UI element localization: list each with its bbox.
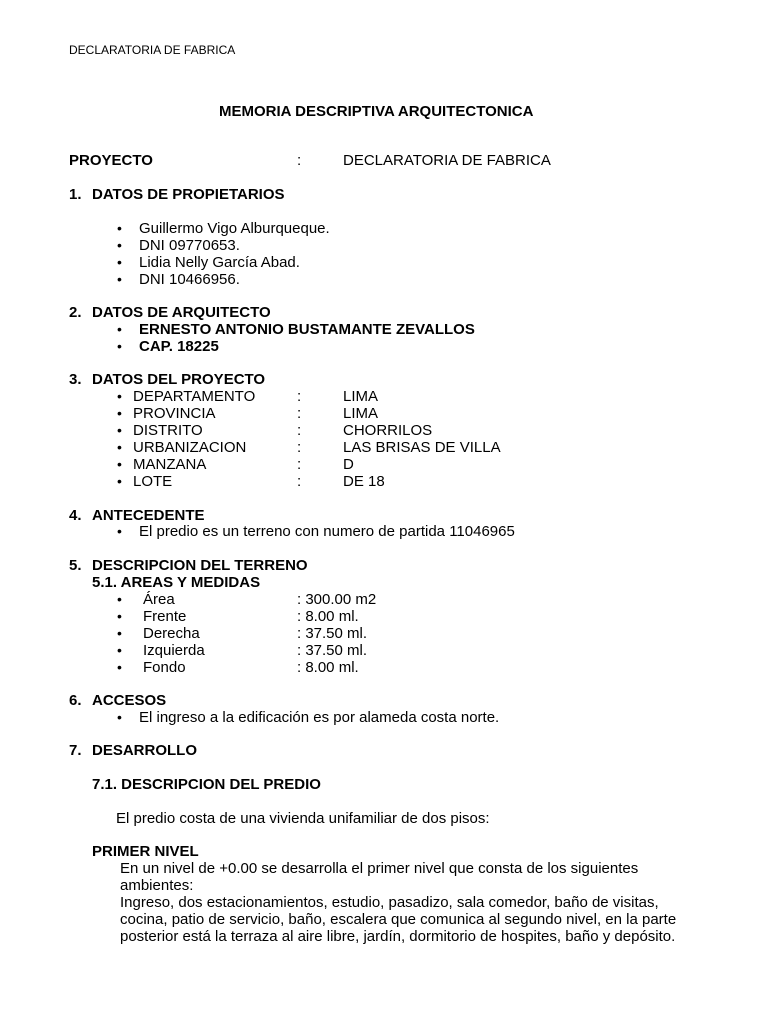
bullet-icon: • xyxy=(117,338,122,354)
page-header: DECLARATORIA DE FABRICA xyxy=(69,43,236,57)
bullet-icon: • xyxy=(117,625,122,641)
primer-nivel-line: cocina, patio de servicio, baño, escalera que comunica al segundo nivel, en la parte xyxy=(120,911,677,928)
project-field-label: DISTRITO xyxy=(133,422,203,439)
bullet-icon: • xyxy=(117,642,122,658)
owner-item: Lidia Nelly García Abad. xyxy=(139,254,300,271)
project-field-separator: : xyxy=(297,388,302,405)
section-7-title: DESARROLLO xyxy=(92,742,197,759)
owner-item: DNI 10466956. xyxy=(139,271,240,288)
project-field-value: LIMA xyxy=(343,405,379,422)
primer-nivel-line: posterior está la terraza al aire libre, jardín, dormitorio de hospites, baño y depósito. xyxy=(120,928,676,945)
project-field-separator: : xyxy=(297,456,302,473)
section-6-title: ACCESOS xyxy=(92,692,167,709)
section-4-number: 4. xyxy=(69,507,82,524)
proyecto-separator: : xyxy=(297,152,302,169)
bullet-icon: • xyxy=(117,220,122,236)
section-2-title: DATOS DE ARQUITECTO xyxy=(92,304,271,321)
section-1-number: 1. xyxy=(69,186,82,203)
primer-nivel-line: ambientes: xyxy=(120,877,194,894)
measure-label: Fondo xyxy=(143,659,186,676)
document-title: MEMORIA DESCRIPTIVA ARQUITECTONICA xyxy=(219,103,534,120)
bullet-icon: • xyxy=(117,271,122,287)
bullet-icon: • xyxy=(117,591,122,607)
primer-nivel-title: PRIMER NIVEL xyxy=(92,843,199,860)
project-field-separator: : xyxy=(297,422,302,439)
measure-label: Derecha xyxy=(143,625,200,642)
bullet-icon: • xyxy=(117,523,122,539)
bullet-icon: • xyxy=(117,439,122,455)
section-2-number: 2. xyxy=(69,304,82,321)
subsection-7-1-title: 7.1. DESCRIPCION DEL PREDIO xyxy=(92,776,321,793)
access-item: El ingreso a la edificación es por alameda costa norte. xyxy=(139,709,500,726)
project-field-label: DEPARTAMENTO xyxy=(133,388,256,405)
bullet-icon: • xyxy=(117,659,122,675)
primer-nivel-line: En un nivel de +0.00 se desarrolla el primer nivel que consta de los siguientes xyxy=(120,860,639,877)
section-5-title: DESCRIPCION DEL TERRENO xyxy=(92,557,308,574)
bullet-icon: • xyxy=(117,237,122,253)
project-field-value: LIMA xyxy=(343,388,379,405)
project-field-label: PROVINCIA xyxy=(133,405,216,422)
project-field-value: LAS BRISAS DE VILLA xyxy=(343,439,501,456)
primer-nivel-line: Ingreso, dos estacionamientos, estudio, pasadizo, sala comedor, baño de visitas, xyxy=(120,894,659,911)
bullet-icon: • xyxy=(117,254,122,270)
bullet-icon: • xyxy=(117,321,122,337)
bullet-icon: • xyxy=(117,608,122,624)
proyecto-label: PROYECTO xyxy=(69,152,153,169)
bullet-icon: • xyxy=(117,473,122,489)
project-field-separator: : xyxy=(297,439,302,456)
bullet-icon: • xyxy=(117,405,122,421)
project-field-label: MANZANA xyxy=(133,456,207,473)
measure-label: Izquierda xyxy=(143,642,205,659)
project-field-label: LOTE xyxy=(133,473,173,490)
project-field-label: URBANIZACION xyxy=(133,439,247,456)
bullet-icon: • xyxy=(117,709,122,725)
predio-intro: El predio costa de una vivienda unifamiliar de dos pisos: xyxy=(116,810,490,827)
project-field-value: DE 18 xyxy=(343,473,385,490)
bullet-icon: • xyxy=(117,456,122,472)
subsection-5-1-title: 5.1. AREAS Y MEDIDAS xyxy=(92,574,261,591)
section-5-number: 5. xyxy=(69,557,82,574)
project-field-value: D xyxy=(343,456,354,473)
measure-value: : 300.00 m2 xyxy=(297,591,377,608)
project-field-separator: : xyxy=(297,405,302,422)
project-field-value: CHORRILOS xyxy=(343,422,433,439)
architect-cap: CAP. 18225 xyxy=(139,338,219,355)
measure-value: : 8.00 ml. xyxy=(297,659,359,676)
section-7-number: 7. xyxy=(69,742,82,759)
measure-label: Área xyxy=(143,591,175,608)
owner-item: Guillermo Vigo Alburqueque. xyxy=(139,220,330,237)
section-3-title: DATOS DEL PROYECTO xyxy=(92,371,266,388)
measure-value: : 8.00 ml. xyxy=(297,608,359,625)
measure-value: : 37.50 ml. xyxy=(297,642,368,659)
bullet-icon: • xyxy=(117,388,122,404)
section-3-number: 3. xyxy=(69,371,82,388)
proyecto-value: DECLARATORIA DE FABRICA xyxy=(343,152,551,169)
measure-label: Frente xyxy=(143,608,187,625)
project-field-separator: : xyxy=(297,473,302,490)
section-6-number: 6. xyxy=(69,692,82,709)
section-1-title: DATOS DE PROPIETARIOS xyxy=(92,186,285,203)
antecedent-item: El predio es un terreno con numero de partida 11046965 xyxy=(139,523,515,540)
bullet-icon: • xyxy=(117,422,122,438)
measure-value: : 37.50 ml. xyxy=(297,625,368,642)
section-4-title: ANTECEDENTE xyxy=(92,507,205,524)
owner-item: DNI 09770653. xyxy=(139,237,240,254)
architect-name: ERNESTO ANTONIO BUSTAMANTE ZEVALLOS xyxy=(139,321,475,338)
